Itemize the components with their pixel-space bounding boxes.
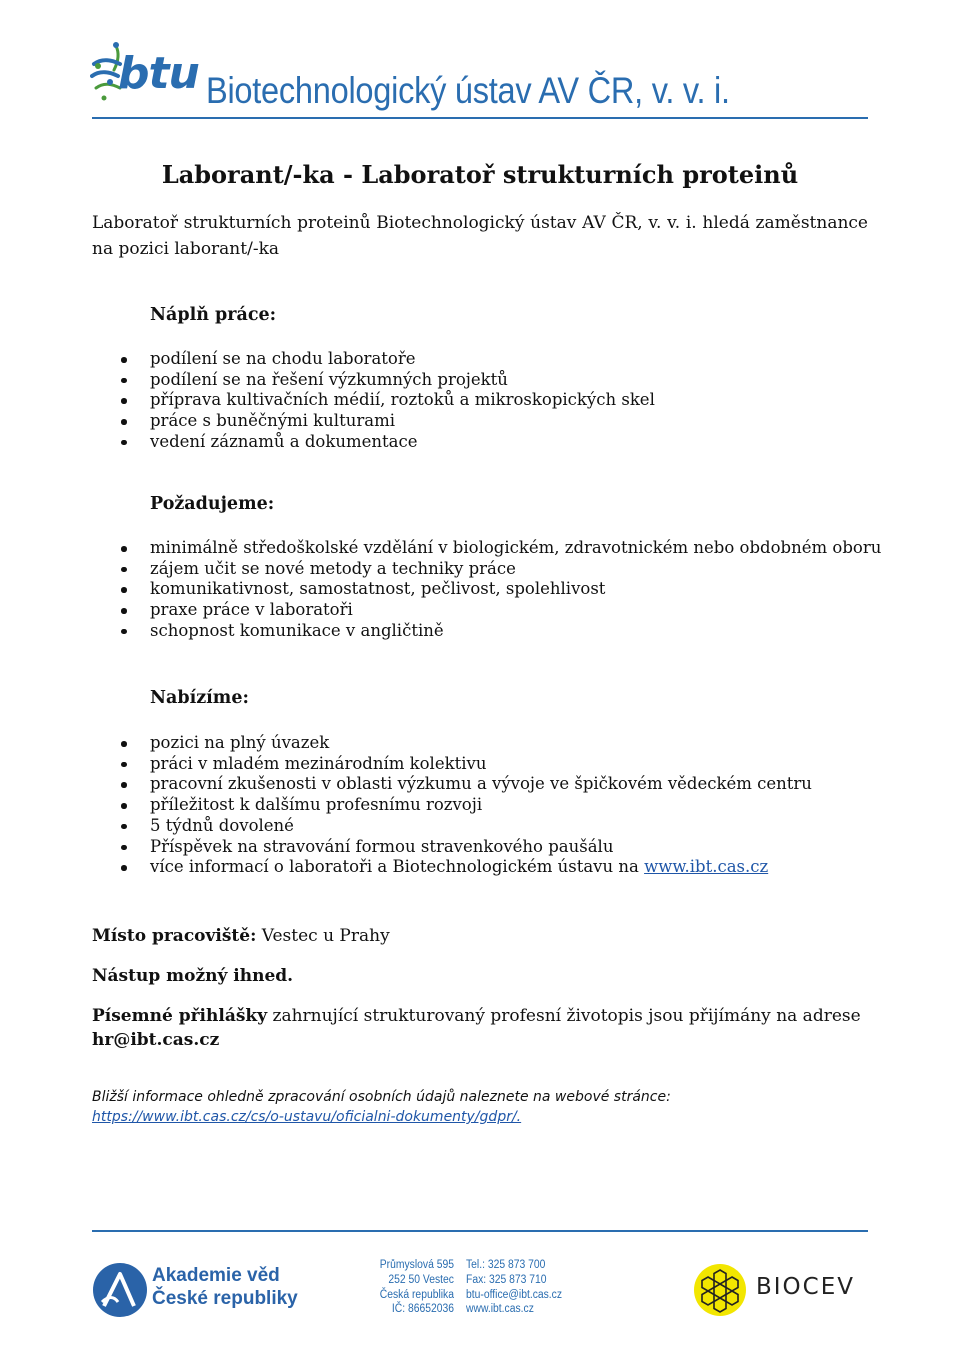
offer-list [112, 733, 812, 878]
list-item: příležitost k dalšímu profesnímu rozvoji [112, 795, 812, 816]
gdpr-note [92, 1087, 868, 1127]
application-paragraph [92, 1004, 868, 1052]
list-item: práci v mladém mezinárodním kolektivu [112, 754, 812, 775]
contact-line: btu-office@ibt.cas.cz [466, 1288, 563, 1301]
start-label: Nástup možný ihned. [92, 966, 294, 986]
list-item-text: více informací o laboratoři a Biotechnologickém ústavu na [150, 857, 645, 877]
list-item: pracovní zkušenosti v oblasti výzkumu a vývoje ve špičkovém vědeckém centru [112, 774, 812, 795]
requirements-list [112, 538, 881, 642]
biocev-logo-icon [690, 1262, 750, 1318]
contact-line: Tel.: 325 873 700 [466, 1259, 546, 1271]
contact-line: Fax: 325 873 710 [466, 1273, 547, 1286]
address-line: IČ: 86652036 [391, 1303, 454, 1316]
page-title: Laborant/-ka - Laboratoř strukturních proteinů [161, 160, 799, 189]
list-item: Příspěvek na stravování formou stravenkového paušálu [112, 837, 812, 858]
workplace-label: Místo pracoviště: [92, 926, 257, 946]
btu-logo-text: btu [118, 48, 199, 99]
footer-address [371, 1258, 454, 1317]
application-text: zahrnující strukturovaný profesní životopis jsou přijímány na adrese [267, 1006, 861, 1026]
list-item: práce s buněčnými kulturami [112, 411, 655, 432]
academy-line-2: České republiky [152, 1288, 298, 1309]
org-name: Biotechnologický ústav AV ČR, v. v. i. [206, 70, 730, 111]
application-label: Písemné přihlášky [92, 1006, 268, 1026]
footer-divider [92, 1230, 868, 1232]
requirements-heading: Požadujeme: [150, 494, 275, 514]
gdpr-link[interactable]: https://www.ibt.cas.cz/cs/o-ustavu/oficialni-dokumenty/gdpr/. [92, 1109, 522, 1125]
list-item: komunikativnost, samostatnost, pečlivost, spolehlivost [112, 579, 881, 600]
address-line: Česká republika [379, 1288, 454, 1301]
contact-line: www.ibt.cas.cz [466, 1303, 534, 1316]
ibt-website-link[interactable]: www.ibt.cas.cz [644, 857, 769, 877]
application-email: hr@ibt.cas.cz [92, 1030, 220, 1050]
academy-logo-icon [92, 1262, 148, 1318]
list-item: podílení se na řešení výzkumných projektů [112, 370, 655, 391]
duties-heading: Náplň práce: [150, 305, 277, 325]
list-item: příprava kultivačních médií, roztoků a mikroskopických skel [112, 390, 655, 411]
intro-paragraph: Laboratoř strukturních proteinů Biotechnologický ústav AV ČR, v. v. i. hledá zaměstnance na pozici laborant/-ka [92, 213, 868, 259]
list-item: schopnost komunikace v angličtině [112, 621, 881, 642]
list-item [112, 857, 812, 878]
list-item: vedení záznamů a dokumentace [112, 432, 655, 453]
academy-line-1: Akademie věd [152, 1265, 280, 1286]
header-divider [92, 117, 868, 119]
address-line: 252 50 Vestec [388, 1273, 454, 1286]
academy-name [152, 1264, 298, 1310]
list-item: praxe práce v laboratoři [112, 600, 881, 621]
duties-list [112, 349, 655, 453]
gdpr-text: Bližší informace ohledně zpracování osobních údajů naleznete na webové stránce: [92, 1089, 671, 1105]
workplace-line [92, 924, 868, 948]
address-line: Průmyslová 595 [379, 1259, 454, 1271]
list-item: minimálně středoškolské vzdělání v biologickém, zdravotnickém nebo obdobném oboru [112, 538, 881, 559]
list-item: zájem učit se nové metody a techniky práce [112, 559, 881, 580]
list-item: 5 týdnů dovolené [112, 816, 812, 837]
list-item: podílení se na chodu laboratoře [112, 349, 655, 370]
workplace-value: Vestec u Prahy [256, 926, 390, 946]
list-item: pozici na plný úvazek [112, 733, 812, 754]
offer-heading: Nabízíme: [150, 688, 249, 708]
start-line [92, 964, 868, 988]
footer-contact [466, 1258, 574, 1317]
biocev-name: BIOCEV [756, 1274, 855, 1300]
